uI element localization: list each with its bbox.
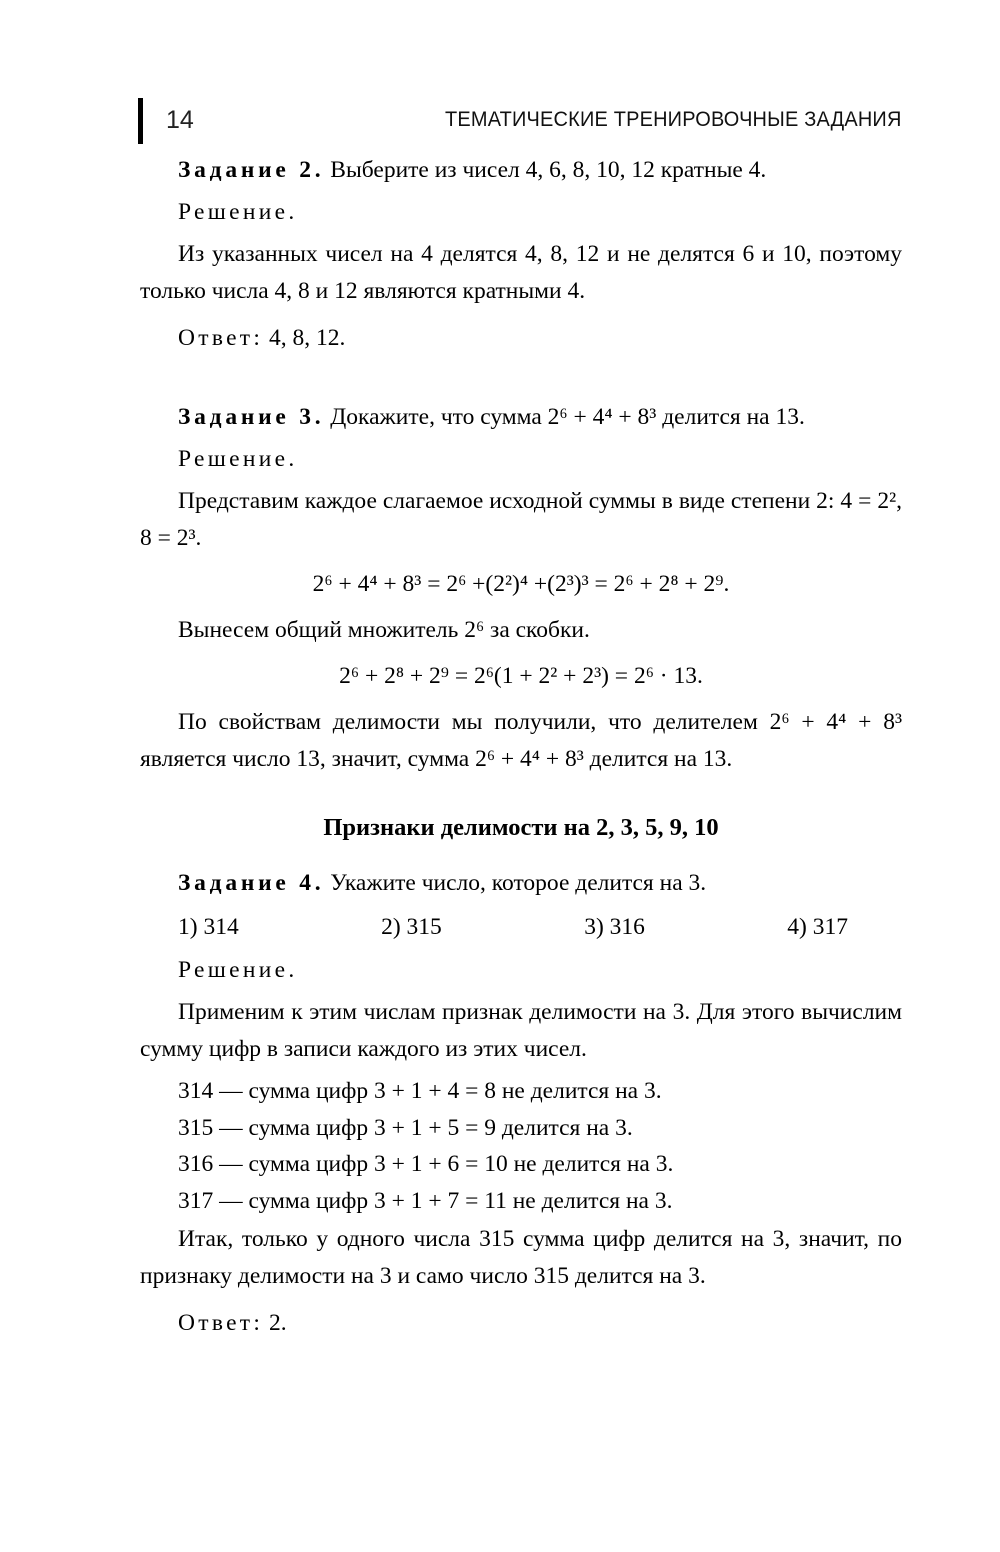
running-title: ТЕМАТИЧЕСКИЕ ТРЕНИРОВОЧНЫЕ ЗАДАНИЯ: [445, 108, 902, 131]
task4-label: Задание 4.: [178, 870, 325, 896]
task3-solution-label: Решение.: [178, 446, 298, 472]
task4-option-4: 4) 317: [787, 914, 848, 940]
section-heading: Признаки делимости на 2, 3, 5, 9, 10: [323, 814, 719, 841]
task3-equation-1: 2⁶ + 4⁴ + 8³ = 2⁶ +(2²)⁴ +(2³)³ = 2⁶ + 2⁸ + 2⁹.: [312, 571, 730, 597]
task3-equation-2: 2⁶ + 2⁸ + 2⁹ = 2⁶(1 + 2² + 2³) = 2⁶ · 13.: [339, 663, 703, 689]
task3-solution-paragraph-2: Вынесем общий множитель 2⁶ за скобки.: [178, 617, 590, 643]
page-number: 14: [166, 106, 194, 134]
task4-answer-paragraph: [140, 1305, 902, 1342]
task2-solution-label-paragraph: [140, 194, 902, 231]
task3-statement: Докажите, что сумма 2⁶ + 4⁴ + 8³ делится на 13.: [330, 404, 805, 430]
task4-solution-paragraph-2: Итак, только у одного числа 315 сумма цифр делится на 3, значит, по признаку делимости на 3 и само число 315 делится на 3.: [140, 1226, 902, 1289]
task4-statement: Укажите число, которое делится на 3.: [330, 870, 707, 896]
task2-answer-label: Ответ:: [178, 325, 264, 351]
task3-statement-paragraph: [140, 399, 902, 436]
task3-solution-paragraph-1: Представим каждое слагаемое исходной суммы в виде степени 2: 4 = 2², 8 = 2³.: [140, 488, 902, 551]
task2-answer-value: 4, 8, 12.: [269, 325, 346, 351]
task4-option-2: 2) 315: [381, 914, 442, 940]
task4-sum-line-314: 314 — сумма цифр 3 + 1 + 4 = 8 не делится на 3.: [178, 1078, 662, 1104]
task4-statement-paragraph: [140, 865, 902, 902]
task4-solution-label-paragraph: [140, 952, 902, 989]
task4-answer-label: Ответ:: [178, 1310, 264, 1336]
task4-option-1: 1) 314: [178, 914, 239, 940]
task4-sum-line-316: 316 — сумма цифр 3 + 1 + 6 = 10 не делится на 3.: [178, 1151, 674, 1177]
task4-sum-line-317: 317 — сумма цифр 3 + 1 + 7 = 11 не делится на 3.: [178, 1187, 673, 1214]
task3-solution-label-paragraph: [140, 441, 902, 478]
header-rule: [138, 98, 143, 144]
task2-solution-label: Решение.: [178, 199, 298, 225]
task4-solution-paragraph-1: Применим к этим числам признак делимости на 3. Для этого вычислим сумму цифр в записи каждого из этих чисел.: [140, 999, 902, 1062]
page-header: [140, 92, 902, 144]
section-gap: [140, 783, 902, 809]
task2-label: Задание 2.: [178, 157, 325, 183]
task4-option-3: 3) 316: [584, 914, 645, 940]
task4-solution-label: Решение.: [178, 957, 298, 983]
text-block: [140, 92, 902, 1347]
task4-options-row: [140, 907, 848, 947]
task3-label: Задание 3.: [178, 404, 325, 430]
section-gap: [140, 362, 902, 394]
task4-answer-value: 2.: [269, 1310, 287, 1336]
task2-answer-paragraph: [140, 320, 902, 357]
task2-statement: Выберите из чисел 4, 6, 8, 10, 12 кратные 4.: [330, 157, 767, 183]
task3-solution-paragraph-3: По свойствам делимости мы получили, что делителем 2⁶ + 4⁴ + 8³ является число 13, значит, сумма 2⁶ + 4⁴ + 8³ делится на 13.: [140, 709, 902, 772]
section-gap: [140, 846, 902, 860]
task2-statement-paragraph: [140, 152, 902, 189]
task4-sum-line-315: 315 — сумма цифр 3 + 1 + 5 = 9 делится на 3.: [178, 1114, 633, 1141]
task2-solution-paragraph: Из указанных чисел на 4 делятся 4, 8, 12 и не делятся 6 и 10, поэтому только числа 4, 8 и 12 являются кратными 4.: [140, 241, 902, 304]
